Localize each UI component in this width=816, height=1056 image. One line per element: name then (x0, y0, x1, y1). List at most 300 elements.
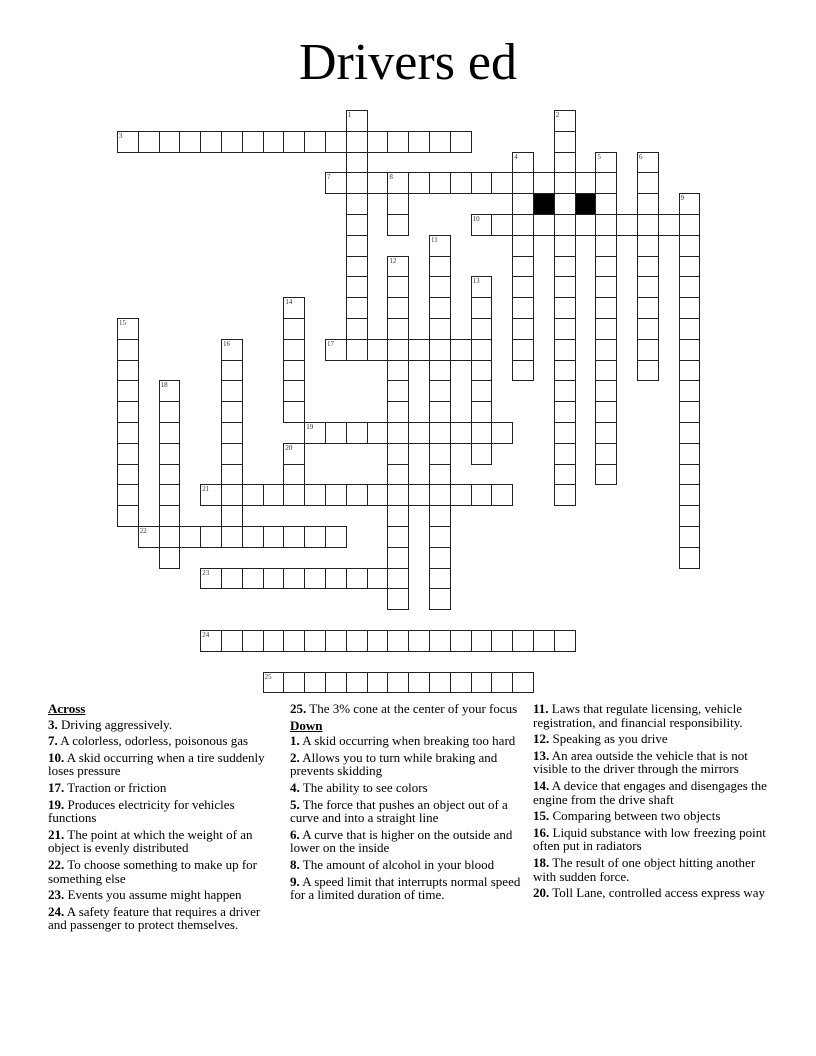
grid-cell[interactable] (595, 193, 617, 215)
grid-cell[interactable] (429, 297, 451, 319)
grid-cell[interactable] (450, 484, 472, 506)
grid-cell[interactable] (221, 505, 243, 527)
grid-cell[interactable] (346, 318, 368, 340)
grid-cell[interactable] (575, 214, 597, 236)
clue-number: 14 (285, 298, 293, 307)
grid-cell[interactable] (637, 256, 659, 278)
grid-cell[interactable] (304, 630, 326, 652)
grid-cell[interactable] (429, 339, 451, 361)
grid-cell[interactable] (387, 464, 409, 486)
grid-cell[interactable] (471, 276, 493, 298)
grid-cell[interactable] (679, 318, 701, 340)
grid-cell[interactable] (159, 526, 181, 548)
grid-cell[interactable] (117, 318, 139, 340)
grid-cell[interactable] (471, 318, 493, 340)
grid-cell[interactable] (554, 214, 576, 236)
grid-cell[interactable] (679, 422, 701, 444)
grid-cell[interactable] (429, 505, 451, 527)
grid-cell[interactable] (595, 443, 617, 465)
grid-cell[interactable] (679, 443, 701, 465)
grid-cell[interactable] (200, 630, 222, 652)
grid-cell[interactable] (117, 339, 139, 361)
clue-number: 20 (285, 443, 293, 452)
grid-cell[interactable] (346, 484, 368, 506)
grid-cell[interactable] (283, 318, 305, 340)
grid-cell[interactable] (325, 172, 347, 194)
grid-cell[interactable] (471, 672, 493, 694)
grid-cell[interactable] (471, 360, 493, 382)
grid-cell[interactable] (325, 526, 347, 548)
grid-cell[interactable] (679, 360, 701, 382)
grid-cell[interactable] (554, 443, 576, 465)
grid-cell[interactable] (595, 276, 617, 298)
grid-cell[interactable] (221, 131, 243, 153)
grid-cell[interactable] (637, 235, 659, 257)
grid-cell[interactable] (387, 401, 409, 423)
grid-cell[interactable] (200, 568, 222, 590)
grid-cell[interactable] (263, 630, 285, 652)
grid-cell[interactable] (429, 547, 451, 569)
grid-cell[interactable] (387, 672, 409, 694)
clue-number: 18 (160, 381, 168, 390)
grid-cell[interactable] (346, 172, 368, 194)
grid-cell[interactable] (283, 131, 305, 153)
grid-cell[interactable] (679, 256, 701, 278)
grid-cell[interactable] (637, 152, 659, 174)
grid-cell[interactable] (429, 568, 451, 590)
grid-cell[interactable] (491, 672, 513, 694)
grid-cell[interactable] (346, 131, 368, 153)
grid-cell[interactable] (595, 214, 617, 236)
grid-cell[interactable] (159, 380, 181, 402)
grid-cell[interactable] (325, 630, 347, 652)
grid-cell[interactable] (512, 256, 534, 278)
grid-cell[interactable] (159, 464, 181, 486)
grid-cell[interactable] (554, 380, 576, 402)
grid-cell[interactable] (221, 401, 243, 423)
grid-cell[interactable] (387, 297, 409, 319)
grid-cell[interactable] (429, 131, 451, 153)
grid-cell[interactable] (533, 172, 555, 194)
across-heading: Across (48, 701, 86, 716)
grid-cell[interactable] (575, 172, 597, 194)
grid-cell[interactable] (637, 339, 659, 361)
grid-cell[interactable] (637, 297, 659, 319)
grid-cell[interactable] (429, 630, 451, 652)
grid-cell[interactable] (637, 193, 659, 215)
grid-cell[interactable] (387, 568, 409, 590)
grid-cell[interactable] (387, 526, 409, 548)
grid-cell[interactable] (346, 214, 368, 236)
clue-number: 24 (202, 631, 210, 639)
grid-cell[interactable] (408, 672, 430, 694)
grid-cell[interactable] (325, 672, 347, 694)
grid-cell[interactable] (595, 152, 617, 174)
grid-cell[interactable] (491, 484, 513, 506)
clue-number: 10 (472, 215, 480, 223)
grid-cell[interactable] (658, 214, 680, 236)
grid-cell[interactable] (242, 630, 264, 652)
grid-cell[interactable] (554, 630, 576, 652)
grid-cell[interactable] (283, 526, 305, 548)
clue-number: 1 (347, 111, 352, 119)
grid-cell[interactable] (471, 214, 493, 236)
grid-cell[interactable] (429, 484, 451, 506)
grid-cell[interactable] (554, 422, 576, 444)
grid-cell[interactable] (325, 131, 347, 153)
grid-cell[interactable] (325, 484, 347, 506)
grid-cell[interactable] (387, 630, 409, 652)
grid-cell[interactable] (595, 464, 617, 486)
grid-cell[interactable] (367, 672, 389, 694)
grid-cell[interactable] (283, 297, 305, 319)
grid-cell[interactable] (471, 339, 493, 361)
grid-cell[interactable] (595, 422, 617, 444)
grid-cell[interactable] (346, 672, 368, 694)
grid-cell[interactable] (471, 172, 493, 194)
grid-cell[interactable] (595, 172, 617, 194)
grid-cell[interactable] (679, 547, 701, 569)
grid-cell[interactable] (159, 131, 181, 153)
grid-cell[interactable] (450, 672, 472, 694)
grid-cell[interactable] (346, 110, 368, 132)
grid-cell[interactable] (242, 131, 264, 153)
grid-cell[interactable] (679, 505, 701, 527)
grid-cell[interactable] (367, 131, 389, 153)
grid-cell[interactable] (325, 568, 347, 590)
grid-cell[interactable] (346, 422, 368, 444)
grid-cell[interactable] (117, 422, 139, 444)
grid-cell[interactable] (679, 297, 701, 319)
grid-cell[interactable] (679, 484, 701, 506)
grid-cell[interactable] (367, 339, 389, 361)
grid-cell[interactable] (595, 380, 617, 402)
grid-cell[interactable] (616, 214, 638, 236)
clue-number: 22 (139, 527, 147, 535)
grid-cell[interactable] (512, 193, 534, 215)
grid-cell[interactable] (679, 214, 701, 236)
grid-cell[interactable] (595, 235, 617, 257)
grid-cell[interactable] (159, 401, 181, 423)
grid-cell[interactable] (387, 214, 409, 236)
grid-cell[interactable] (387, 505, 409, 527)
clue-number: 16 (223, 339, 230, 348)
grid-cell[interactable] (117, 484, 139, 506)
grid-cell[interactable] (346, 256, 368, 278)
grid-cell[interactable] (429, 672, 451, 694)
clue-down-13: 13. An area outside the vehicle that is not visible to the driver through the mirrors (533, 747, 748, 777)
grid-cell[interactable] (408, 131, 430, 153)
grid-cell[interactable] (283, 464, 305, 486)
grid-cell[interactable] (367, 422, 389, 444)
grid-cell[interactable] (283, 443, 305, 465)
grid-cell[interactable] (595, 401, 617, 423)
grid-cell[interactable] (512, 276, 534, 298)
grid-cell[interactable] (533, 214, 555, 236)
grid-cell[interactable] (595, 360, 617, 382)
grid-cell[interactable] (304, 526, 326, 548)
grid-cell[interactable] (491, 172, 513, 194)
grid-cell[interactable] (387, 339, 409, 361)
grid-cell[interactable] (637, 172, 659, 194)
clue-down-20: 20. Toll Lane, controlled access express way (533, 885, 766, 901)
grid-cell[interactable] (283, 568, 305, 590)
grid-cell[interactable] (533, 630, 555, 652)
grid-cell[interactable] (387, 547, 409, 569)
grid-cell[interactable] (242, 568, 264, 590)
grid-cell[interactable] (554, 235, 576, 257)
grid-cell[interactable] (429, 526, 451, 548)
grid-cell[interactable] (346, 152, 368, 174)
grid-cell[interactable] (679, 401, 701, 423)
grid-cell[interactable] (221, 360, 243, 382)
grid-cell[interactable] (554, 484, 576, 506)
grid-cell[interactable] (512, 172, 534, 194)
clue-across-24: 24. A safety feature that requires a driver and passenger to protect themselves. (48, 903, 261, 933)
grid-cell[interactable] (637, 214, 659, 236)
grid-cell[interactable] (471, 422, 493, 444)
down-heading: Down (290, 717, 323, 733)
grid-cell[interactable] (263, 484, 285, 506)
grid-cell[interactable] (117, 131, 139, 153)
grid-cell[interactable] (429, 464, 451, 486)
grid-cell[interactable] (554, 339, 576, 361)
grid-cell[interactable] (159, 505, 181, 527)
grid-cell[interactable] (117, 360, 139, 382)
grid-cell[interactable] (387, 380, 409, 402)
grid-cell[interactable] (367, 172, 389, 194)
grid-cell[interactable] (429, 380, 451, 402)
grid-cell[interactable] (408, 484, 430, 506)
grid-cell[interactable] (159, 547, 181, 569)
clue-down-16: 16. Liquid substance with low freezing point often put in radiators (533, 824, 766, 854)
grid-cell[interactable] (346, 339, 368, 361)
grid-cell[interactable] (263, 526, 285, 548)
clue-down-9: 9. A speed limit that interrupts normal speed for a limited duration of time. (290, 873, 521, 903)
grid-cell[interactable] (283, 360, 305, 382)
grid-cell[interactable] (450, 131, 472, 153)
grid-cell[interactable] (138, 131, 160, 153)
grid-cell[interactable] (554, 360, 576, 382)
grid-cell[interactable] (429, 588, 451, 610)
grid-cell[interactable] (554, 172, 576, 194)
grid-cell[interactable] (491, 214, 513, 236)
grid-cell[interactable] (221, 380, 243, 402)
grid-cell[interactable] (304, 568, 326, 590)
grid-cell[interactable] (512, 630, 534, 652)
grid-cell[interactable] (367, 484, 389, 506)
grid-cell[interactable] (429, 422, 451, 444)
grid-cell[interactable] (346, 235, 368, 257)
grid-cell[interactable] (283, 339, 305, 361)
grid-cell[interactable] (637, 360, 659, 382)
grid-cell[interactable] (221, 464, 243, 486)
grid-cell[interactable] (242, 484, 264, 506)
grid-cell[interactable] (512, 339, 534, 361)
grid-cell[interactable] (304, 672, 326, 694)
grid-cell[interactable] (554, 297, 576, 319)
grid-cell[interactable] (387, 443, 409, 465)
grid-cell[interactable] (283, 401, 305, 423)
grid-cell[interactable] (679, 526, 701, 548)
grid-cell[interactable] (408, 422, 430, 444)
grid-cell[interactable] (554, 464, 576, 486)
grid-cell[interactable] (429, 235, 451, 257)
grid-cell[interactable] (408, 339, 430, 361)
grid-cell[interactable] (387, 588, 409, 610)
grid-cell[interactable] (179, 526, 201, 548)
grid-cell[interactable] (325, 422, 347, 444)
grid-cell[interactable] (471, 297, 493, 319)
clue-across-25: 25. The 3% cone at the center of your focus (290, 701, 518, 716)
grid-cell[interactable] (512, 318, 534, 340)
grid-cell[interactable] (117, 443, 139, 465)
grid-cell[interactable] (491, 422, 513, 444)
grid-cell[interactable] (429, 276, 451, 298)
grid-cell[interactable] (221, 484, 243, 506)
grid-cell[interactable] (117, 401, 139, 423)
grid-cell[interactable] (242, 526, 264, 548)
grid-cell[interactable] (554, 256, 576, 278)
grid-cell[interactable] (200, 526, 222, 548)
grid-cell[interactable] (512, 152, 534, 174)
grid-cell[interactable] (387, 318, 409, 340)
clue-across-3: 3. Driving aggressively. (48, 716, 173, 732)
grid-cell[interactable] (595, 318, 617, 340)
clues-column-1 (48, 702, 278, 935)
grid-cell[interactable] (179, 131, 201, 153)
grid-cell[interactable] (117, 464, 139, 486)
grid-cell[interactable] (595, 339, 617, 361)
grid-cell[interactable] (554, 110, 576, 132)
grid-cell[interactable] (637, 276, 659, 298)
grid-cell[interactable] (387, 193, 409, 215)
clue-across-10: 10. A skid occurring when a tire suddenly loses pressure (48, 749, 265, 779)
grid-cell[interactable] (263, 568, 285, 590)
grid-cell[interactable] (408, 172, 430, 194)
grid-cell[interactable] (554, 401, 576, 423)
grid-cell[interactable] (387, 131, 409, 153)
grid-cell[interactable] (221, 422, 243, 444)
grid-cell[interactable] (304, 484, 326, 506)
grid-cell[interactable] (304, 131, 326, 153)
grid-cell[interactable] (117, 380, 139, 402)
grid-cell[interactable] (450, 172, 472, 194)
grid-cell[interactable] (387, 276, 409, 298)
grid-cell[interactable] (387, 360, 409, 382)
grid-cell[interactable] (554, 131, 576, 153)
grid-cell[interactable] (159, 422, 181, 444)
grid-cell[interactable] (429, 318, 451, 340)
grid-cell[interactable] (512, 235, 534, 257)
clue-number: 4 (514, 152, 518, 161)
grid-cell[interactable] (554, 276, 576, 298)
grid-cell[interactable] (387, 172, 409, 194)
clue-down-2: 2. Allows you to turn while braking and prevents skidding (290, 749, 498, 779)
grid-cell[interactable] (471, 443, 493, 465)
grid-cell[interactable] (637, 318, 659, 340)
grid-cell[interactable] (283, 672, 305, 694)
grid-cell[interactable] (471, 380, 493, 402)
grid-cell[interactable] (367, 568, 389, 590)
grid-cell[interactable] (221, 630, 243, 652)
clue-number: 11 (431, 235, 438, 244)
grid-cell[interactable] (512, 360, 534, 382)
grid-cell[interactable] (679, 339, 701, 361)
grid-cell[interactable] (221, 526, 243, 548)
grid-cell[interactable] (387, 422, 409, 444)
grid-cell[interactable] (346, 568, 368, 590)
grid-cell[interactable] (221, 568, 243, 590)
grid-cell[interactable] (221, 339, 243, 361)
grid-cell[interactable] (554, 318, 576, 340)
clue-number: 19 (306, 423, 314, 431)
grid-cell[interactable] (471, 630, 493, 652)
grid-cell[interactable] (679, 464, 701, 486)
grid-cell[interactable] (346, 193, 368, 215)
grid-cell[interactable] (367, 630, 389, 652)
grid-cell[interactable] (159, 443, 181, 465)
grid-cell[interactable] (679, 276, 701, 298)
grid-cell[interactable] (491, 630, 513, 652)
grid-cell[interactable] (429, 401, 451, 423)
clues-column-2 (290, 702, 522, 905)
grid-cell[interactable] (450, 422, 472, 444)
clue-across-22: 22. To choose something to make up for something else (48, 856, 257, 886)
grid-cell[interactable] (679, 193, 701, 215)
grid-cell[interactable] (263, 131, 285, 153)
grid-cell[interactable] (429, 172, 451, 194)
grid-cell[interactable] (512, 672, 534, 694)
grid-cell[interactable] (429, 256, 451, 278)
grid-cell[interactable] (595, 256, 617, 278)
grid-cell[interactable] (346, 276, 368, 298)
grid-cell[interactable] (512, 214, 534, 236)
grid-cell[interactable] (117, 505, 139, 527)
grid-cell[interactable] (221, 443, 243, 465)
grid-cell[interactable] (138, 526, 160, 548)
grid-cell[interactable] (554, 193, 576, 215)
grid-cell[interactable] (554, 152, 576, 174)
grid-cell[interactable] (471, 484, 493, 506)
grid-cell[interactable] (304, 422, 326, 444)
grid-cell[interactable] (159, 484, 181, 506)
grid-cell[interactable] (200, 484, 222, 506)
grid-cell[interactable] (450, 630, 472, 652)
grid-cell[interactable] (346, 297, 368, 319)
grid-cell[interactable] (200, 131, 222, 153)
clue-number: 15 (119, 319, 126, 327)
grid-cell[interactable] (595, 297, 617, 319)
grid-cell[interactable] (346, 630, 368, 652)
grid-cell[interactable] (387, 484, 409, 506)
grid-cell[interactable] (450, 339, 472, 361)
clue-number: 7 (327, 173, 331, 182)
grid-cell[interactable] (679, 380, 701, 402)
grid-cell[interactable] (408, 630, 430, 652)
grid-cell[interactable] (429, 443, 451, 465)
grid-cell[interactable] (429, 360, 451, 382)
grid-cell[interactable] (325, 339, 347, 361)
grid-cell[interactable] (679, 235, 701, 257)
grid-cell[interactable] (387, 256, 409, 278)
grid-cell[interactable] (471, 401, 493, 423)
grid-cell[interactable] (512, 297, 534, 319)
grid-cell[interactable] (263, 672, 285, 694)
grid-cell[interactable] (283, 484, 305, 506)
grid-cell[interactable] (283, 380, 305, 402)
grid-cell[interactable] (283, 630, 305, 652)
